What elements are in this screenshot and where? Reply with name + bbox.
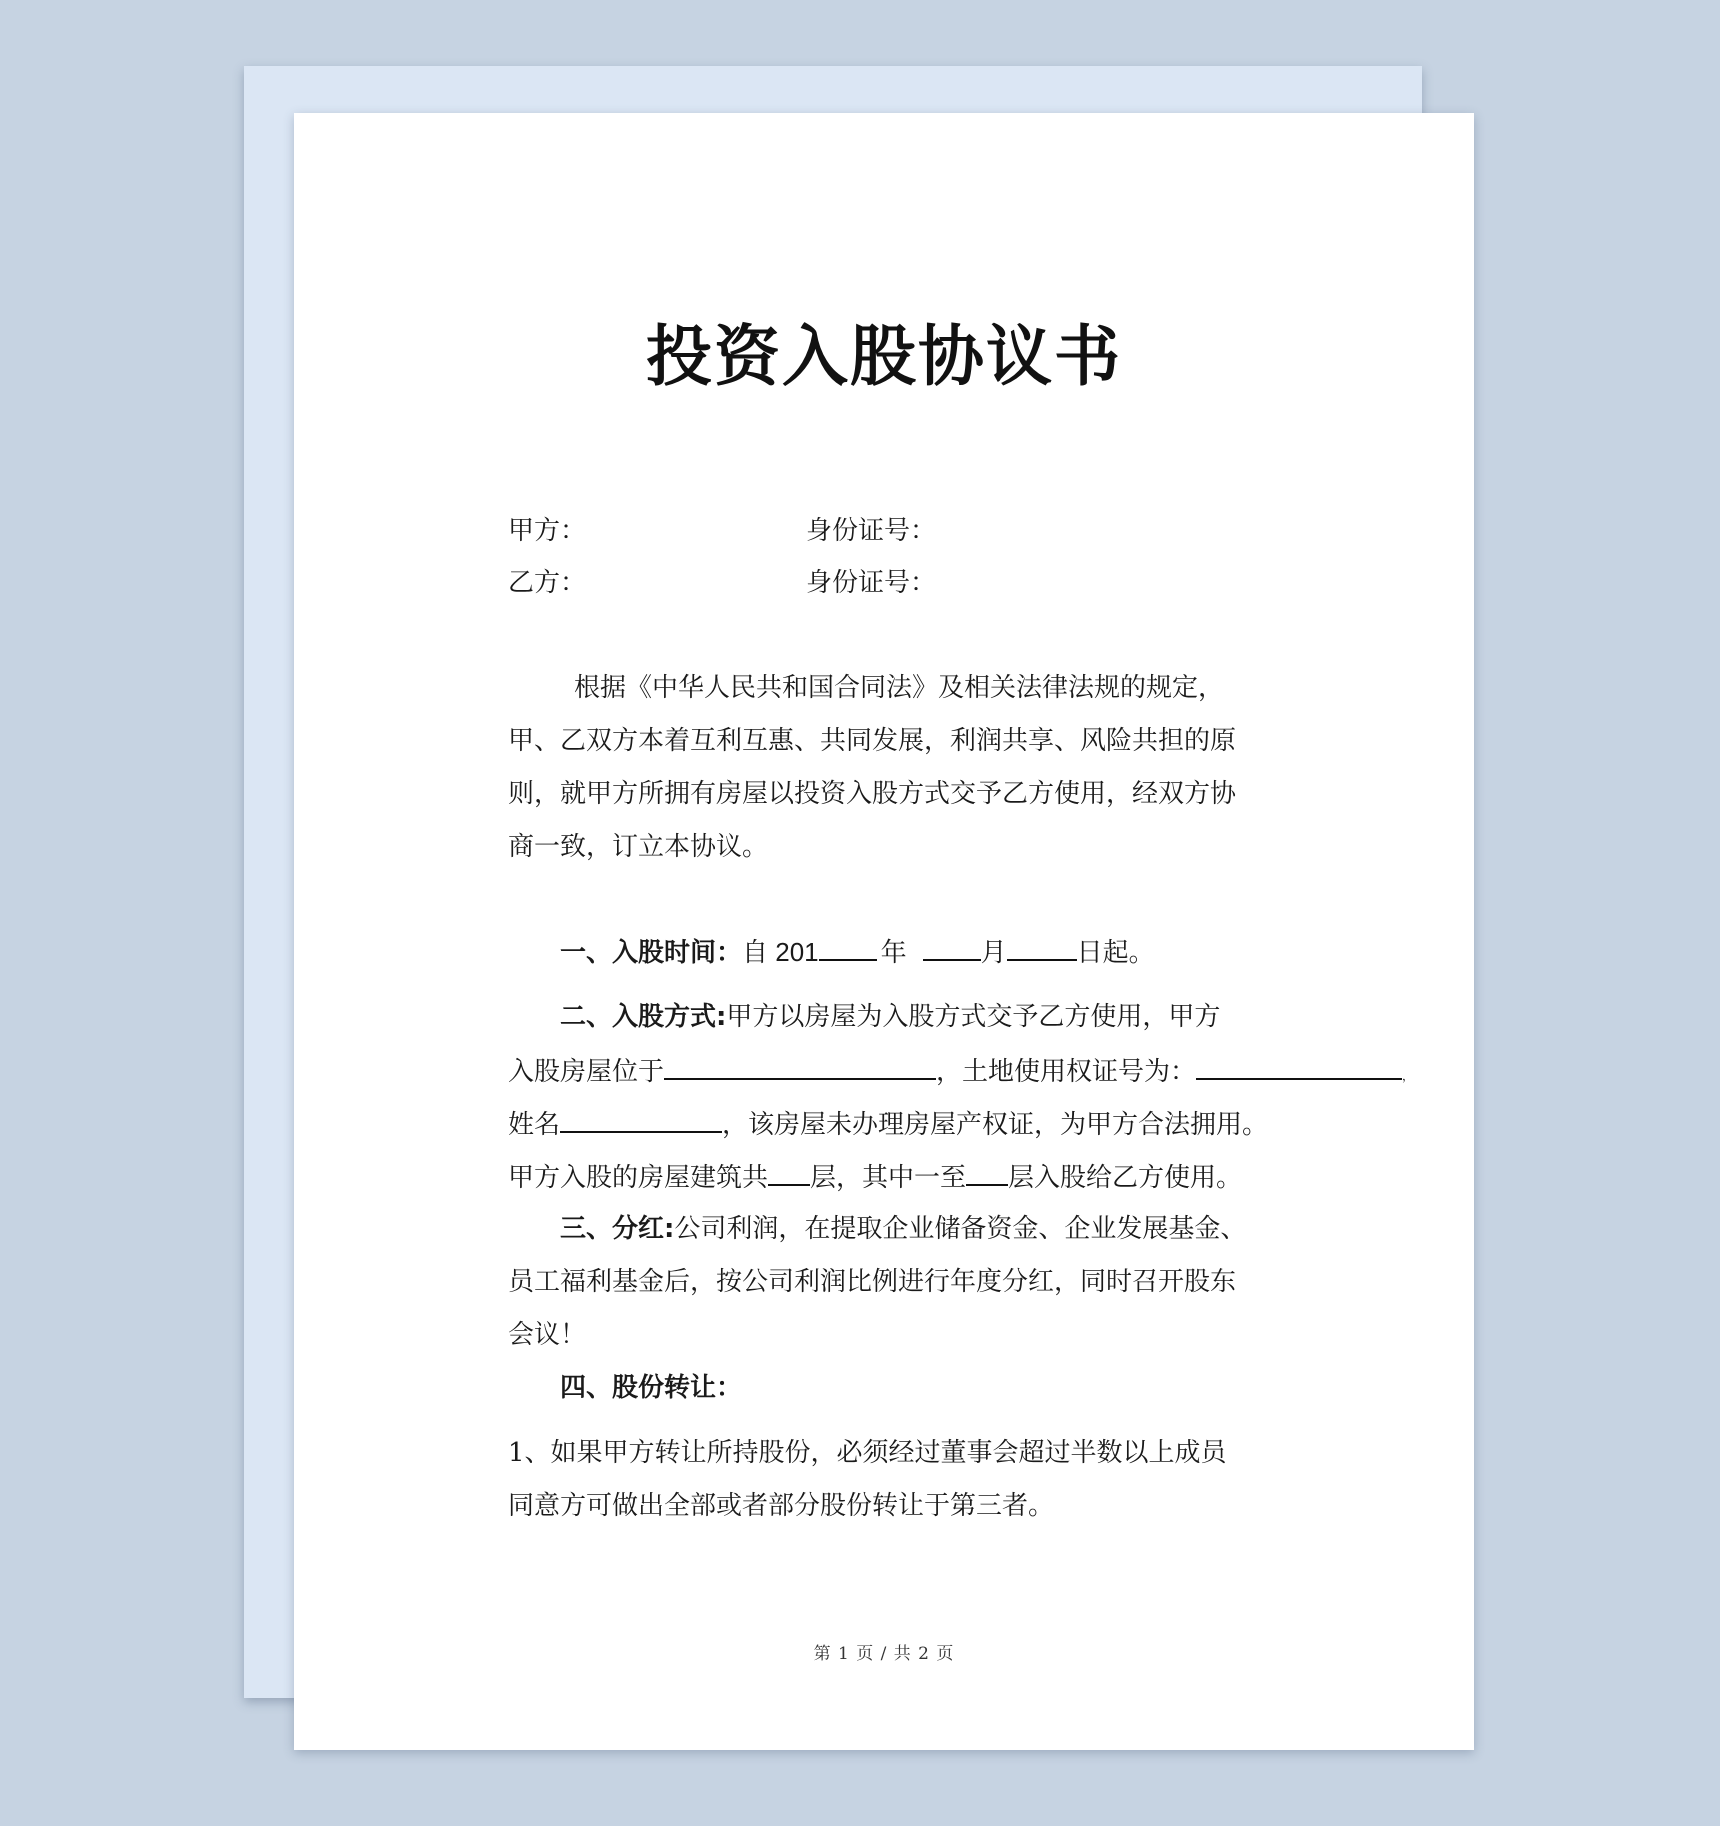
- section-1-heading: 一、入股时间：: [560, 938, 743, 968]
- section-2-floors-range-label: 层，其中一至: [810, 1163, 967, 1193]
- party-a-row: [508, 513, 586, 549]
- section-2-name-label: 姓名: [508, 1110, 561, 1140]
- party-a-label: 甲方：: [508, 516, 587, 546]
- section-2-location-label: 入股房屋位于: [508, 1057, 665, 1087]
- house-location-blank[interactable]: [664, 1052, 936, 1080]
- section-4-heading: 四、股份转让：: [560, 1373, 743, 1403]
- section-1-from: 自 201: [742, 937, 819, 967]
- section-4-item-1-line-2: 同意方可做出全部或者部分股份转让于第三者。: [508, 1491, 1055, 1521]
- section-3-first-line: [560, 1211, 1246, 1247]
- section-2-fourth-line: [508, 1158, 1242, 1196]
- section-2-floors-label: 甲方入股的房屋建筑共: [508, 1163, 769, 1193]
- section-2-end-mark: ，: [1402, 1069, 1415, 1083]
- section-2-first-line: [560, 999, 1220, 1035]
- section-3-line-2: 员工福利基金后，按公司利润比例进行年度分红，同时召开股东: [508, 1267, 1237, 1297]
- section-2-line-1: 甲方以房屋为入股方式交予乙方使用，甲方: [726, 1002, 1221, 1032]
- document-title: 投资入股协议书: [646, 317, 1122, 395]
- party-b-row: [508, 565, 586, 601]
- preamble-line-2: 甲、乙双方本着互利互惠、共同发展，利润共享、风险共担的原: [508, 726, 1237, 756]
- total-floors-blank[interactable]: [768, 1158, 810, 1186]
- year-blank[interactable]: [819, 933, 877, 961]
- section-1-month-label: 月: [980, 938, 1007, 968]
- section-2-floors-end: 层入股给乙方使用。: [1008, 1163, 1243, 1193]
- document-page: [294, 113, 1474, 1750]
- section-2-second-line: [508, 1052, 1414, 1094]
- day-blank[interactable]: [1007, 933, 1077, 961]
- owner-name-blank[interactable]: [560, 1105, 722, 1133]
- section-1-year-label: 年: [880, 938, 907, 968]
- section-4-item-1-line-1: 1、如果甲方转让所持股份，必须经过董事会超过半数以上成员: [508, 1438, 1227, 1468]
- section-1-day-label: 日起。: [1076, 938, 1155, 968]
- section-2-third-line: [508, 1105, 1268, 1143]
- preamble-line-3: 则，就甲方所拥有房屋以投资入股方式交予乙方使用，经双方协: [508, 779, 1237, 809]
- party-a-id-label: 身份证号：: [806, 516, 937, 546]
- section-3-line-3: 会议！: [508, 1320, 587, 1350]
- preamble-line-1: 根据《中华人民共和国合同法》及相关法律法规的规定，: [574, 673, 1225, 703]
- party-b-label: 乙方：: [508, 568, 587, 598]
- section-1: [560, 933, 1155, 971]
- preamble-line-4: 商一致，订立本协议。: [508, 832, 769, 862]
- floors-range-blank[interactable]: [966, 1158, 1008, 1186]
- land-cert-blank[interactable]: [1196, 1052, 1402, 1080]
- section-3-heading: 三、分红:: [560, 1214, 675, 1244]
- section-3-line-1: 公司利润，在提取企业储备资金、企业发展基金、: [674, 1214, 1247, 1244]
- month-blank[interactable]: [923, 933, 981, 961]
- section-2-property-note: ，该房屋未办理房屋产权证，为甲方合法拥用。: [722, 1110, 1269, 1140]
- page-number-footer: 第 1 页 / 共 2 页: [813, 1644, 955, 1664]
- section-2-heading: 二、入股方式:: [560, 1002, 727, 1032]
- section-2-land-cert-label: ，土地使用权证号为：: [936, 1057, 1197, 1087]
- party-b-id-label: 身份证号：: [806, 568, 937, 598]
